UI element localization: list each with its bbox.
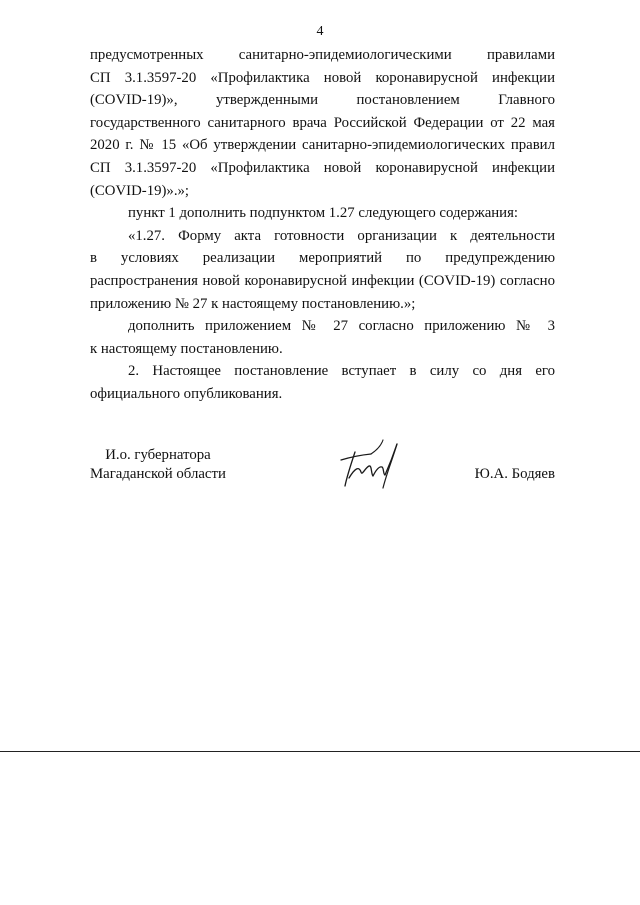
signer-title-line: И.о. губернатора (105, 447, 211, 463)
paragraph (90, 360, 555, 405)
paragraph (90, 44, 555, 202)
text-line: к настоящему постановлению. (90, 340, 283, 357)
document-body (90, 44, 555, 406)
signer-name: Ю.А. Бодяев (474, 466, 555, 482)
footer-divider (0, 751, 640, 752)
text-line: 2020 г. № 15 «Об утверждении санитарно-эпидемиологических правил (90, 137, 555, 154)
text-line: дополнить приложением № 27 согласно приложению № 3 (128, 318, 555, 335)
text-line: 2. Настоящее постановление вступает в силу со дня его (128, 363, 555, 380)
text-line: СП 3.1.3597-20 «Профилактика новой коронавирусной инфекции (90, 69, 555, 86)
text-line: «1.27. Форму акта готовности организации к деятельности (128, 227, 555, 244)
paragraph (90, 315, 555, 360)
handwritten-signature-icon (335, 438, 407, 494)
page-number: 4 (316, 24, 324, 39)
text-line: распространения новой коронавирусной инфекции (COVID-19) согласно (90, 272, 555, 289)
signer-title (90, 446, 226, 484)
paragraph (90, 202, 555, 225)
signature-block (90, 446, 555, 506)
text-line: (COVID-19)», утвержденными постановлением Главного (90, 92, 555, 109)
text-line: приложению № 27 к настоящему постановлению.»; (90, 295, 416, 312)
signer-title-line: Магаданской области (90, 466, 226, 482)
text-line: официального опубликования. (90, 385, 283, 402)
text-line: СП 3.1.3597-20 «Профилактика новой коронавирусной инфекции (90, 159, 555, 176)
text-line: предусмотренных санитарно-эпидемиологическими правилами (90, 47, 555, 63)
text-line: государственного санитарного врача Российской Федерации от 22 мая (90, 114, 555, 131)
text-line: в условиях реализации мероприятий по предупреждению (90, 250, 555, 267)
paragraph (90, 225, 555, 315)
text-line: пункт 1 дополнить подпунктом 1.27 следующего содержания: (128, 205, 519, 222)
text-line: (COVID-19)».»; (90, 182, 190, 199)
